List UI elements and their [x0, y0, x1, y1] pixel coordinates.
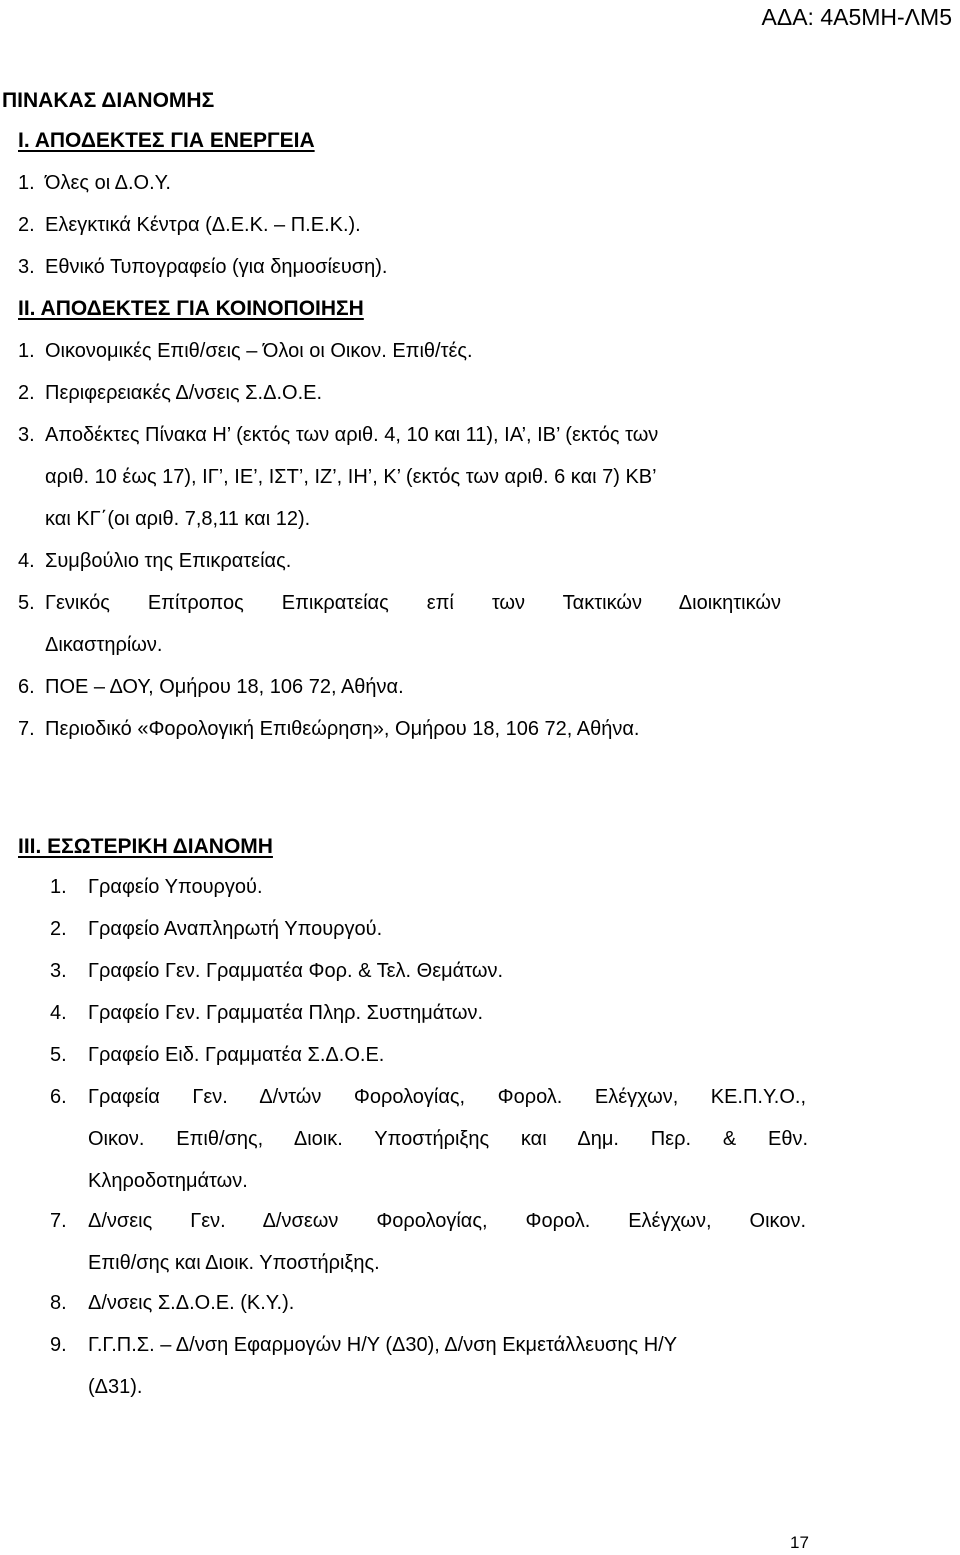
list-item: [50, 956, 503, 986]
item-number: 3.: [50, 960, 67, 982]
item-number: 6.: [18, 676, 35, 698]
item-text-continuation: Επιθ/σης και Διοικ. Υποστήριξης.: [88, 1252, 380, 1274]
item-text: Ελεγκτικά Κέντρα (Δ.Ε.Κ. – Π.Ε.Κ.).: [45, 214, 361, 236]
item-number: 4.: [50, 1002, 67, 1024]
list-item: [50, 1288, 294, 1318]
item-number: 2.: [18, 382, 35, 404]
item-text-continuation: Οικον. Επιθ/σης, Διοικ. Υποστήριξης και Δημ. Περ. & Εθν.: [88, 1128, 808, 1150]
list-item: [50, 1040, 384, 1070]
item-text-continuation: και ΚΓ΄(οι αριθ. 7,8,11 και 12).: [45, 508, 311, 530]
item-text: Δ/νσεις Σ.Δ.Ο.Ε. (Κ.Υ.).: [88, 1292, 295, 1314]
list-item: [50, 1206, 806, 1236]
list-item: [18, 672, 404, 702]
item-number: 8.: [50, 1292, 67, 1314]
item-text: Αποδέκτες Πίνακα Η’ (εκτός των αριθ. 4, 10 και 11), ΙΑ’, ΙΒ’ (εκτός των: [45, 424, 659, 446]
item-text: Περιοδικό «Φορολογική Επιθεώρηση», Ομήρου 18, 106 72, Αθήνα.: [45, 718, 640, 740]
ada-code: ΑΔΑ: 4Α5ΜΗ-ΛΜ5: [761, 4, 952, 30]
item-text-continuation: (Δ31).: [88, 1376, 143, 1398]
list-item: [18, 546, 291, 576]
item-text-continuation: Δικαστηρίων.: [45, 634, 163, 656]
section-2-title: ΙΙ. ΑΠΟΔΕΚΤΕΣ ΓΙΑ ΚΟΙΝΟΠΟΙΗΣΗ: [18, 297, 364, 320]
list-item: [18, 378, 322, 408]
list-item: [18, 252, 387, 282]
item-text: Δ/νσεις Γεν. Δ/νσεων Φορολογίας, Φορολ. Ελέγχων, Οικον.: [88, 1210, 806, 1232]
list-item: [50, 872, 263, 902]
section-3-title: ΙΙΙ. ΕΣΩΤΕΡΙΚΗ ΔΙΑΝΟΜΗ: [18, 835, 273, 858]
item-text: Γραφείο Ειδ. Γραμματέα Σ.Δ.Ο.Ε.: [88, 1044, 385, 1066]
item-text: Περιφερειακές Δ/νσεις Σ.Δ.Ο.Ε.: [45, 382, 323, 404]
item-number: 3.: [18, 424, 35, 446]
item-text: Γραφεία Γεν. Δ/ντών Φορολογίας, Φορολ. Ελέγχων, ΚΕ.Π.Υ.Ο.,: [88, 1086, 806, 1108]
item-text: Γραφείο Υπουργού.: [88, 876, 263, 898]
list-item: [50, 914, 382, 944]
item-text: Γενικός Επίτροπος Επικρατείας επί των Τακτικών Διοικητικών: [45, 592, 781, 614]
item-text: Γραφείο Γεν. Γραμματέα Πληρ. Συστημάτων.: [88, 1002, 484, 1024]
item-number: 3.: [18, 256, 35, 278]
list-item: [50, 998, 483, 1028]
item-text: Συμβούλιο της Επικρατείας.: [45, 550, 292, 572]
item-text: Οικονομικές Επιθ/σεις – Όλοι οι Οικον. Επιθ/τές.: [45, 340, 473, 362]
item-number: 2.: [18, 214, 35, 236]
page-number: 17: [790, 1533, 809, 1552]
list-item: [18, 420, 658, 450]
item-text: ΠΟΕ – ΔΟΥ, Ομήρου 18, 106 72, Αθήνα.: [45, 676, 404, 698]
item-number: 6.: [50, 1086, 67, 1108]
section-1-title: Ι. ΑΠΟΔΕΚΤΕΣ ΓΙΑ ΕΝΕΡΓΕΙΑ: [18, 129, 315, 152]
item-number: 5.: [18, 592, 35, 614]
item-number: 1.: [18, 172, 35, 194]
item-text: Γραφείο Γεν. Γραμματέα Φορ. & Τελ. Θεμάτων.: [88, 960, 504, 982]
list-item: [18, 588, 781, 618]
item-number: 9.: [50, 1334, 67, 1356]
list-item: [50, 1082, 806, 1112]
item-number: 4.: [18, 550, 35, 572]
item-text: Όλες οι Δ.Ο.Υ.: [45, 172, 171, 194]
item-number: 7.: [18, 718, 35, 740]
item-number: 2.: [50, 918, 67, 940]
item-text: Γ.Γ.Π.Σ. – Δ/νση Εφαρμογών Η/Υ (Δ30), Δ/νση Εκμετάλλευσης Η/Υ: [88, 1334, 678, 1356]
page-title: ΠΙΝΑΚΑΣ ΔΙΑΝΟΜΗΣ: [2, 89, 215, 112]
item-text-continuation: αριθ. 10 έως 17), ΙΓ’, ΙΕ’, ΙΣΤ’, ΙΖ’, ΙΗ’, Κ’ (εκτός των αριθ. 6 και 7) ΚΒ’: [45, 466, 657, 488]
item-text: Εθνικό Τυπογραφείο (για δημοσίευση).: [45, 256, 388, 278]
list-item: [50, 1330, 677, 1360]
list-item: [18, 714, 639, 744]
list-item: [18, 210, 361, 240]
item-number: 7.: [50, 1210, 67, 1232]
list-item: [18, 168, 171, 198]
item-text: Γραφείο Αναπληρωτή Υπουργού.: [88, 918, 383, 940]
item-number: 5.: [50, 1044, 67, 1066]
item-number: 1.: [18, 340, 35, 362]
list-item: [18, 336, 473, 366]
item-number: 1.: [50, 876, 67, 898]
item-text-continuation: Κληροδοτημάτων.: [88, 1170, 248, 1192]
